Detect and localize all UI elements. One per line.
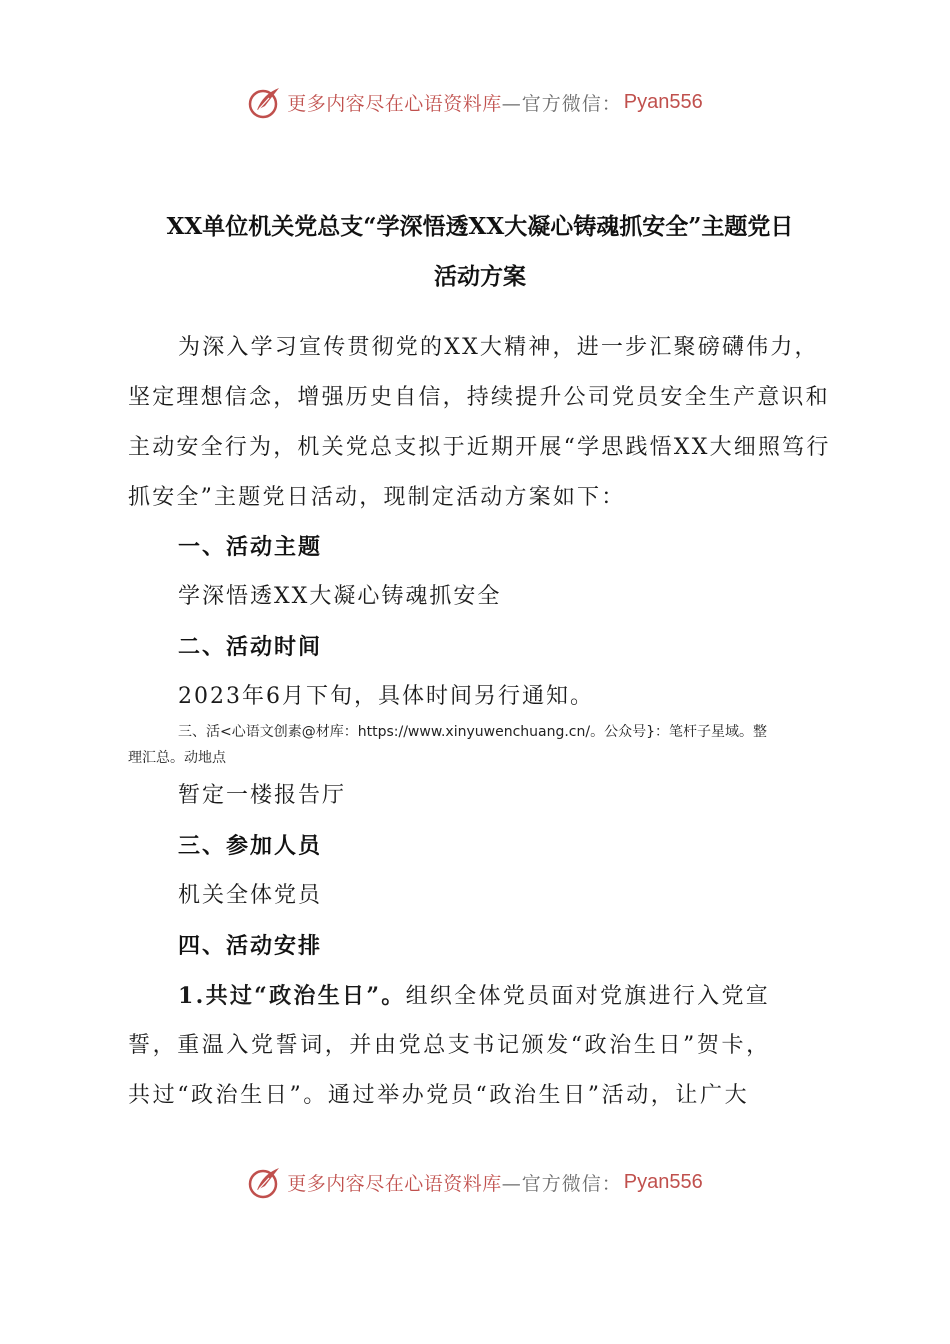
intro-paragraph: 为深入学习宣传贯彻党的XX大精神，进一步汇聚磅礴伟力，坚定理想信念，增强历史自信，持续提升公司党员安全生产意识和主动安全行为，机关党总支拟于近期开展“学思践悟XX大细照笃行抓安全”主题党日活动，现制定活动方案如下：	[128, 335, 831, 510]
quill-logo-icon	[247, 1164, 283, 1200]
header-banner	[0, 80, 950, 124]
section-heading-theme: 一、活动主题	[178, 534, 323, 560]
inserted-note-line1: 三、活<心语文创素@材库：https://www.xinyuwenchuang.cn/。公众号}：笔杆子星域。整	[178, 724, 767, 740]
arrangement-item1-text: 组织全体党员面对党旗进行入党宣	[405, 984, 771, 1009]
arrangement-item1-line1	[178, 971, 898, 1021]
section-body-time: 2023年6月下旬，具体时间另行通知。	[178, 684, 594, 709]
document-title-line2: 活动方案	[434, 263, 526, 290]
document-title-line1: XX单位机关党总支“学深悟透XX大凝心铸魂抓安全”主题党日	[166, 213, 794, 240]
section-body-theme: 学深悟透XX大凝心铸魂抓安全	[178, 584, 502, 609]
arrangement-item1-line3: 共过“政治生日”。通过举办党员“政治生日”活动，让广大	[128, 1083, 750, 1108]
footer-sub-text: —官方微信：	[501, 1172, 622, 1195]
banner-sub-text: —官方微信：	[501, 92, 622, 115]
arrangement-item1-line2: 誓，重温入党誓词，并由党总支书记颁发“政治生日”贺卡，	[128, 1033, 771, 1058]
section-heading-arrangement: 四、活动安排	[178, 933, 323, 959]
footer-banner	[0, 1160, 950, 1204]
quill-logo-icon	[247, 84, 283, 120]
section-body-location: 暂定一楼报告厅	[178, 783, 347, 808]
footer-main-text: 更多内容尽在心语资料库	[287, 1172, 502, 1195]
footer-wechat-id: Pyan556	[623, 1170, 703, 1193]
section-body-participants: 机关全体党员	[178, 883, 323, 908]
inserted-note	[128, 719, 840, 771]
section-heading-participants: 三、参加人员	[178, 833, 323, 859]
section-heading-time: 二、活动时间	[178, 634, 323, 660]
banner-main-text: 更多内容尽在心语资料库	[287, 92, 502, 115]
arrangement-item1-lead: 1.共过“政治生日”。	[178, 983, 406, 1009]
banner-wechat-id: Pyan556	[623, 90, 703, 113]
inserted-note-line2: 理汇总。动地点	[128, 750, 226, 766]
